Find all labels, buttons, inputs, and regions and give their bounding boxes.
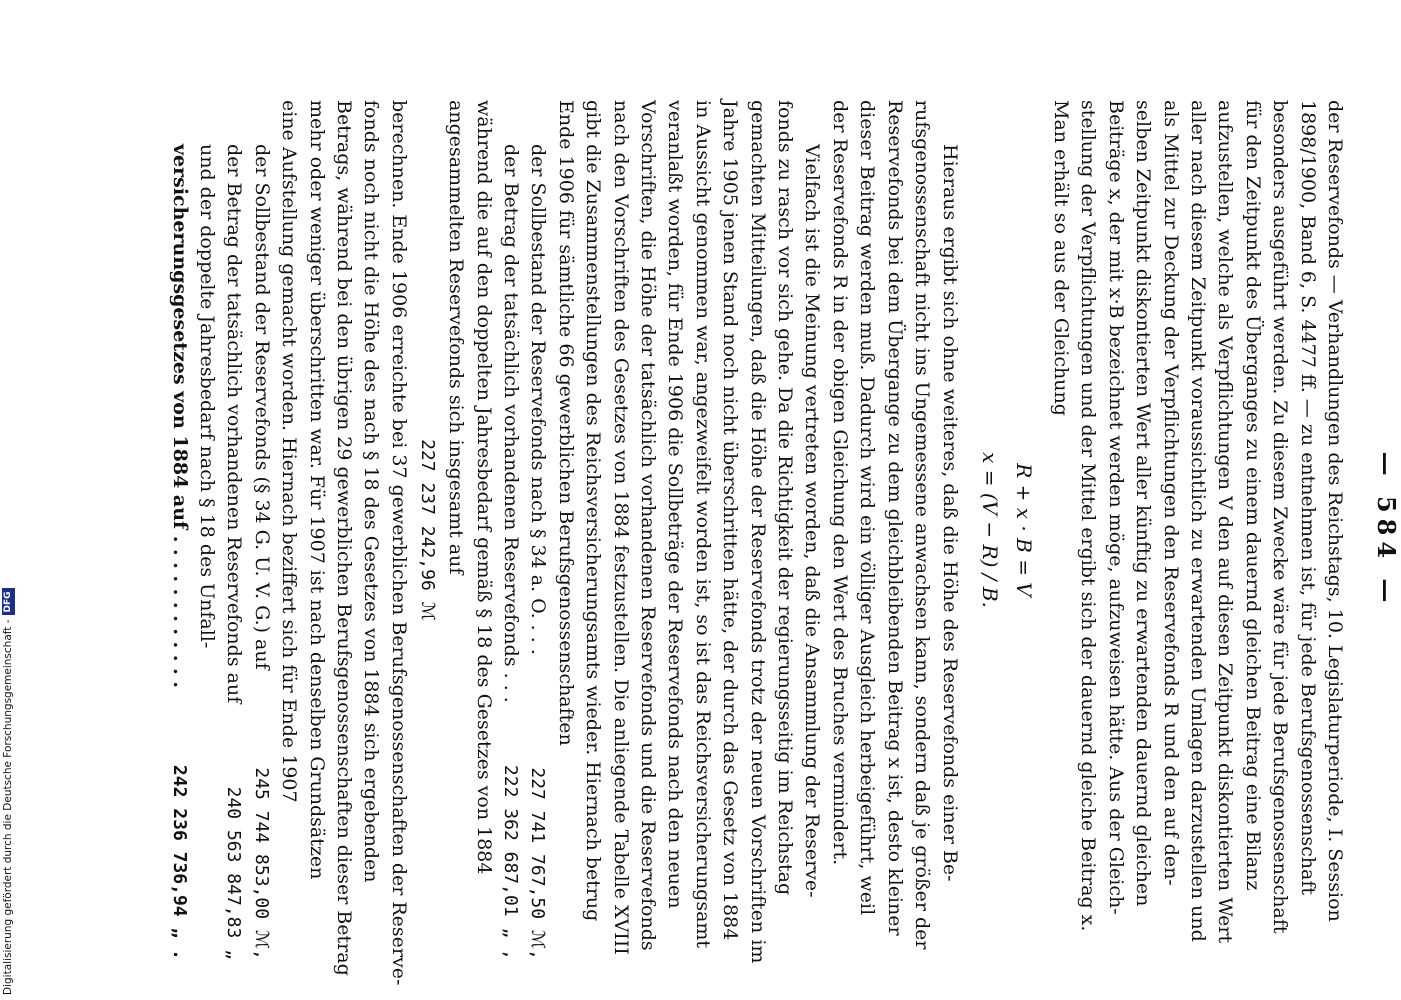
text-line: aller nach diesem Zeitpunkt voraussichtlich zu erwartenden Umlagen darzustellen und <box>1186 100 1209 942</box>
amount-value: 222 362 687,01 „ , <box>500 764 522 960</box>
document-page <box>168 100 1401 986</box>
text-line: gibt die Zusammenstellungen des Reichsversicherungsamts wieder. Hiernach betrug <box>582 100 605 922</box>
paragraph-reserve-growth <box>826 100 963 960</box>
amounts-1907 <box>165 100 275 960</box>
text-line: als Mittel zur Deckung der Verpflichtungen den Reservefonds R und den auf den- <box>1159 100 1182 886</box>
text-line: veranlaßt worden, für Ende 1906 die Sollbeträge der Reservefonds nach den neuen <box>664 100 687 909</box>
page-number: — 584 — <box>1372 451 1401 609</box>
text-line: Betrags, während bei den übrigen 29 gewerblichen Berufsgenossenschaften dieser Betrag <box>333 100 355 976</box>
amount-label: und der doppelte Jahresbedarf nach § 18 des Unfall- <box>195 144 218 649</box>
total-amount-1906: 227 237 242,96 ℳ <box>416 439 438 621</box>
text-line: Vielfach ist die Meinung vertreten worden, daß die Ansammlung der Reserve- <box>801 144 824 898</box>
intro-paragraph <box>1047 100 1348 960</box>
amount-label: der Sollbestand der Reservefonds nach § 34 a. O. . . . <box>527 144 550 655</box>
credit-text: Digitalisierung gefördert durch die Deutsche Forschungsgemeinschaft - <box>2 619 14 995</box>
amount-label: der Betrag der tatsächlich vorhandenen Reservefonds auf <box>223 144 246 704</box>
paragraph-comparison <box>275 100 412 986</box>
text-line: nach den Vorschriften des Gesetzes von 1884 festzustellen. Die anliegende Tabelle XVIII <box>609 100 632 955</box>
equation-balance: R + x · B = V <box>1011 463 1036 597</box>
amount-label: der Sollbestand der Reservefonds (§ 34 G. U. V. G.) auf <box>250 144 273 670</box>
amount-row-final <box>165 100 192 960</box>
text-line: Jahre 1905 jenen Stand noch nicht überschritten hätte, der durch das Gesetz von 1884 <box>719 100 742 941</box>
text-line: der Reservefonds — Verhandlungen des Reichstags, 10. Legislaturperiode, I. Session <box>1324 100 1346 922</box>
amount-value: 240 563 847,83 „ <box>223 786 245 960</box>
paragraph-double-requirement <box>442 100 497 960</box>
amount-label: der Betrag der tatsächlich vorhandenen Reservefonds . . . <box>500 144 523 703</box>
text-line: berechnen. Ende 1906 erreichte bei 37 gewerblichen Berufsgenossenschaften der Reserve- <box>387 100 410 986</box>
amounts-1906 <box>497 100 552 960</box>
text-line: rufsgenossenschaft nicht ins Ungemessene anwachsen kann, sondern daß je größer der <box>911 100 934 950</box>
amount-value: 245 744 853,00 ℳ, <box>250 767 272 960</box>
text-line: Vorschriften, die Höhe der tatsächlich vorhandenen Reservefonds und die Reservefonds <box>637 100 660 951</box>
text-line: dieser Beitrag werden muß. Dadurch wird ein völliger Ausgleich herbeigeführt, weil <box>856 100 879 916</box>
text-line: fonds zu rasch vor sich gehe. Da die Richtigkeit der regierungsseitig im Reichstag <box>774 100 797 896</box>
paragraph-survey-1906 <box>551 100 825 964</box>
amount-value: 242 236 736,94 „ . <box>168 764 190 960</box>
digitization-credit <box>2 591 15 995</box>
text-line: eine Aufstellung gemacht worden. Hiernach beziffert sich für Ende 1907 <box>278 100 301 803</box>
text-line: in Aussicht genommen war, angezweifelt worden ist, so ist das Reichsversicherungsamt <box>691 100 714 949</box>
dfg-logo[interactable]: DFG <box>2 588 15 615</box>
text-line: gemachten Mitteilungen, daß die Höhe der Reservefonds trotz der neuen Vorschriften im <box>746 100 769 964</box>
amount-row <box>524 100 551 960</box>
text-line: der Reservefonds R in der obigen Gleichung den Wert des Bruches vermindert. <box>828 100 851 866</box>
text-line: für den Zeitpunkt des Überganges zu einem dauernd gleichen Beitrag eine Bilanz <box>1241 100 1264 891</box>
text-line: Man erhält so aus der Gleichung <box>1049 100 1072 416</box>
text-line: während die auf den doppelten Jahresbedarf gemäß § 18 des Gesetzes von 1884 <box>472 100 495 875</box>
amount-row <box>220 100 247 960</box>
text-line: stellung der Verpflichtungen und der Mittel ergibt sich der dauernd gleiche Beitrag x. <box>1077 100 1100 932</box>
text-line: mehr oder weniger überschritten war. Für 1907 ist nach denselben Grundsätzen <box>305 100 328 880</box>
text-line: aufzustellen, welche als Verpflichtungen V den auf diesen Zeitpunkt diskontierten Wert <box>1214 100 1237 944</box>
text-line: selben Zeitpunkt diskontierten Wert aller künftig zu erwartenden dauernd gleichen <box>1132 100 1155 907</box>
equation-block <box>973 100 1041 960</box>
amount-row <box>497 100 524 960</box>
text-line: besonders ausgeführt werden. Zu diesem Zwecke wäre für jede Berufsgenossenschaft <box>1269 100 1292 934</box>
text-line: Reservefonds bei dem Übergange zu dem gleichbleibenden Beitrag x ist, desto kleiner <box>883 100 906 936</box>
equation-solution: x = (V − R) / B. <box>977 452 1002 608</box>
text-line: fonds noch nicht die Höhe des nach § 18 des Gesetzes von 1884 sich ergebenden <box>360 100 383 883</box>
text-line: Beiträge x, der mit x·B bezeichnet werden möge, aufzuweisen hätte. Aus der Gleich- <box>1104 100 1127 915</box>
amount-row <box>247 100 274 960</box>
text-line: angesammelten Reservefonds sich insgesamt auf <box>445 100 468 575</box>
text-line: Hieraus ergibt sich ohne weiteres, daß die Höhe des Reservefonds einer Be- <box>938 144 961 882</box>
amount-row <box>193 100 220 960</box>
text-line: 1898/1900, Band 6, S. 4477 ff. — zu entnehmen ist, für jede Berufsgenossenschaft <box>1296 100 1319 896</box>
amount-label: versicherungsgesetzes von 1884 auf . . . . . . . . . . . . <box>168 144 191 688</box>
text-line: Ende 1906 für sämtliche 66 gewerblichen Berufsgenossenschaften <box>554 100 577 746</box>
amount-value: 227 741 767,50 ℳ, <box>527 767 549 960</box>
